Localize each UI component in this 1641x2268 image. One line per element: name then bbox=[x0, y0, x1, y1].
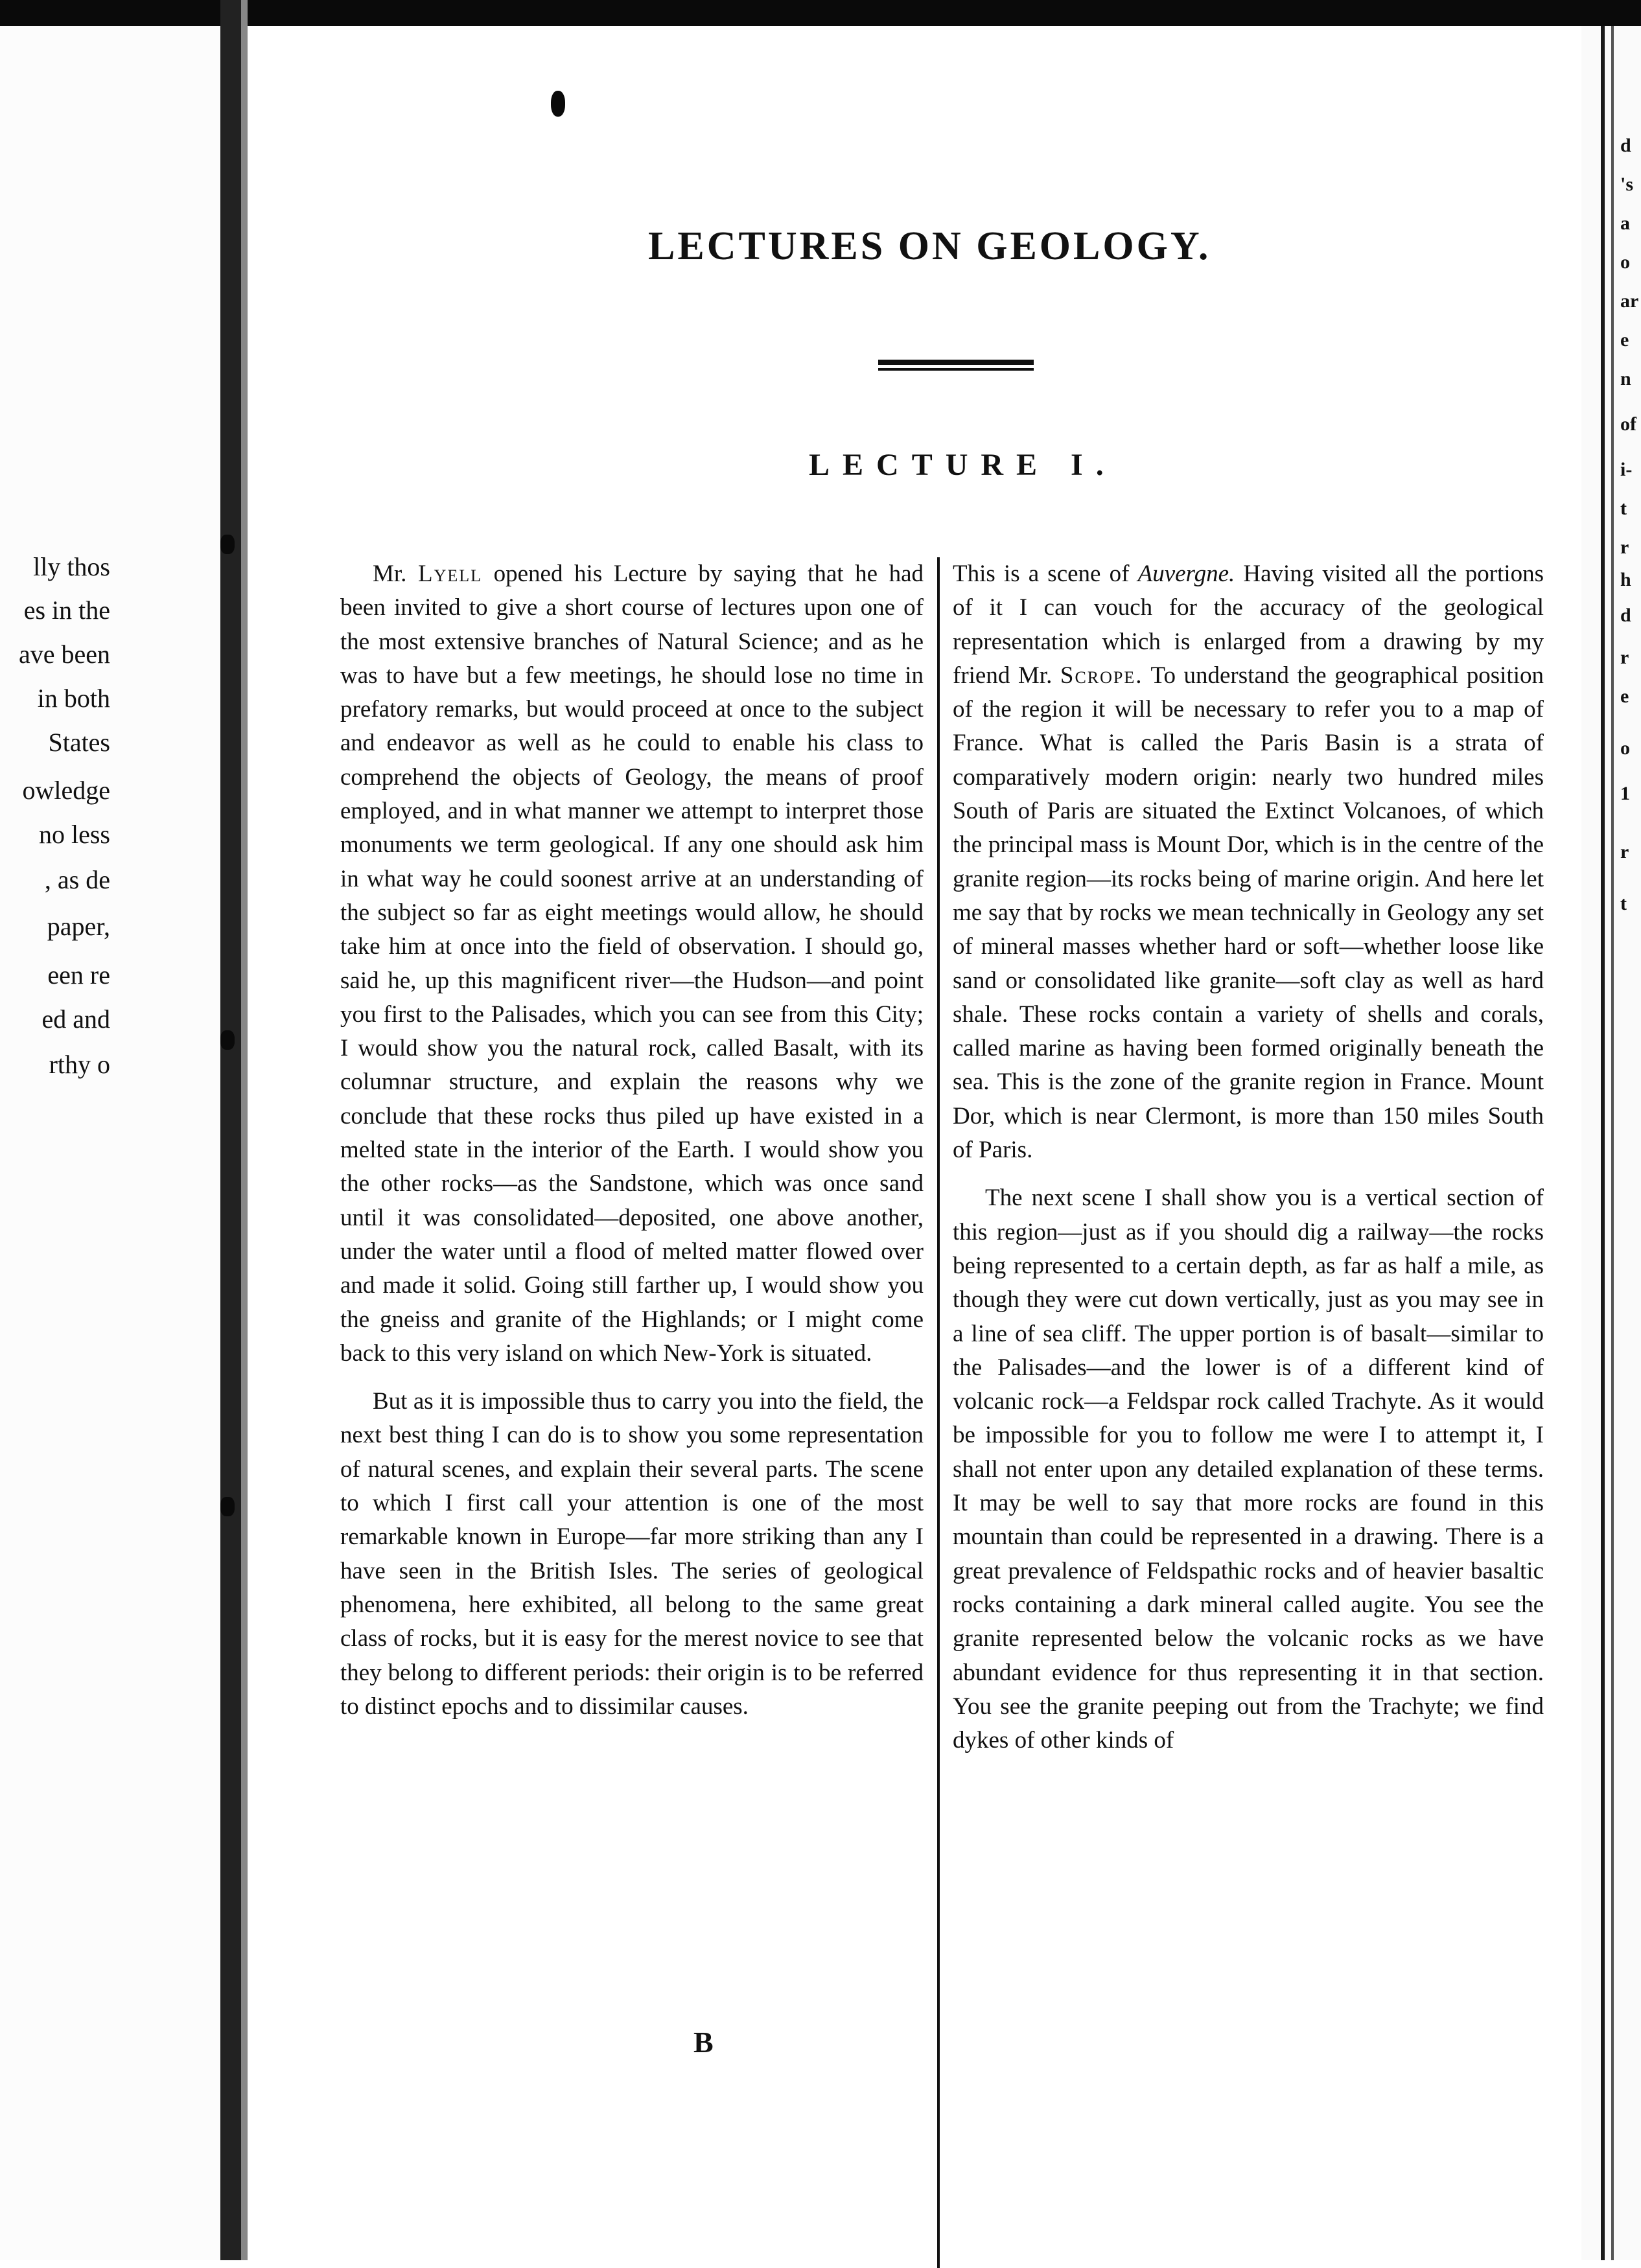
paragraph: This is a scene of Auvergne. Having visited all the portions of it I can vouch for the accuracy of the geological representation which is enlarged from a drawing by my friend Mr. Scrope. To understand the geographical position of the region it will be necessary to refer you to a map of France. What is called the Paris Basin is a strata of comparatively modern origin: nearly two hundred miles South of Paris are situated the Extinct Volcanoes, of which the principal mass is Mount Dor, which is in the centre of the granite region—its rocks being of marine origin. And here let me say that by rocks we mean technically in Geology any set of mineral masses whether hard or soft—whether loose like sand or consolidated like granite—soft clay as well as hard shale. These rocks contain a variety of shells and corals, called marine as having been formed originally beneath the sea. This is the zone of the granite region in France. Mount Dor, which is near Clermont, is more than 150 miles South of Paris. bbox=[953, 561, 1544, 1164]
right-edge-rule bbox=[1601, 26, 1605, 2260]
text-column-right bbox=[953, 557, 1544, 1757]
facing-page-fragment: States bbox=[48, 728, 110, 757]
edge-fragment: i- bbox=[1620, 459, 1633, 480]
facing-page-fragment: ave been bbox=[18, 640, 110, 669]
facing-page-fragment: lly thos bbox=[33, 552, 110, 581]
right-edge-rule-inner bbox=[1611, 26, 1614, 2260]
edge-fragment: e bbox=[1620, 686, 1629, 707]
edge-fragment: a bbox=[1620, 213, 1630, 234]
edge-fragment: r bbox=[1620, 841, 1629, 862]
facing-page-fragment: no less bbox=[39, 820, 110, 849]
lecture-heading: LECTURE I. bbox=[809, 448, 1117, 482]
edge-fragment: d bbox=[1620, 135, 1631, 156]
facing-page-fragment: ed and bbox=[41, 1004, 110, 1034]
facing-page-fragment: es in the bbox=[23, 596, 110, 625]
binding-mark bbox=[220, 1497, 235, 1516]
binding-mark bbox=[220, 535, 235, 554]
edge-fragment: d bbox=[1620, 605, 1631, 626]
edge-fragment: e bbox=[1620, 329, 1629, 351]
edge-fragment: t bbox=[1620, 498, 1627, 519]
facing-page-fragment: , as de bbox=[44, 865, 110, 894]
facing-page-edge bbox=[0, 26, 243, 2260]
edge-fragment: n bbox=[1620, 368, 1631, 389]
column-divider bbox=[937, 557, 940, 2268]
facing-page-fragment: een re bbox=[47, 960, 110, 989]
book-spine bbox=[220, 0, 241, 2260]
person-name: Scrope. bbox=[1060, 662, 1143, 689]
title-rule-thin bbox=[878, 368, 1034, 371]
paragraph: The next scene I shall show you is a vertical section of this region—just as if you should dig a railway—the rocks being represented to a certain depth, as far as half a mile, as though they were cut down vertically, just as you may see in a line of sea cliff. The upper portion is of basalt—similar to the Palisades—and the lower is of a different kind of volcanic rock—a Feldspar rock called Trachyte. As it would be impossible for you to follow me were I to attempt it, I shall not enter upon any detailed explanation of these terms. It may be well to say that more rocks are found in this mountain than could be represented in a drawing. There is a great prevalence of Feldspathic rocks and of heavier basaltic rocks containing a dark mineral called augite. You see the granite represented below the volcanic rocks as we have abundant evidence for thus representing it in that section. You see the granite peeping out from the Trachyte; we find dykes of other kinds of bbox=[953, 1185, 1544, 1754]
edge-fragment: of bbox=[1620, 413, 1636, 435]
edge-fragment: h bbox=[1620, 569, 1631, 590]
edge-fragment: o bbox=[1620, 737, 1630, 759]
edge-fragment: r bbox=[1620, 647, 1629, 668]
page-title: LECTURES ON GEOLOGY. bbox=[648, 224, 1211, 268]
signature-mark: B bbox=[693, 2026, 714, 2059]
facing-page-fragment: paper, bbox=[47, 912, 110, 941]
paragraph: Mr. Lyell opened his Lecture by saying that he had been invited to give a short course of lectures upon one of the most extensive branches of Natural Science; and as he was to have but a few meetings, he should lose no time in prefatory remarks, but would proceed at once to the subject and endeavor as well as he could to enable his class to comprehend the objects of Geology, the means of proof employed, and in what manner we attempt to interpret those monuments we term geological. If any one should ask him in what way he could soonest arrive at an understanding of the subject so far as eight meetings would allow, he should take him at once into the field of observation. I should go, said he, up this magnificent river—the Hudson—and point you first to the Palisades, which you can see from this City; I would show you the natural rock, called Basalt, with its columnar structure, and explain the reasons why we conclude that these rocks thus piled up have existed in a melted state in the interior of the Earth. I would show you the other rocks—as the Sandstone, which was once sand until it was consolidated—deposited, one above another, under the water until a flood of melted matter flowed over and made it solid. Going still farther up, I would show you the gneiss and granite of the Highlands; or I might come back to this very island on which New-York is situated. bbox=[340, 561, 924, 1367]
edge-fragment: 1 bbox=[1620, 783, 1630, 804]
edge-fragment: t bbox=[1620, 893, 1627, 914]
facing-page-fragment: rthy o bbox=[49, 1050, 110, 1079]
paragraph: But as it is impossible thus to carry you into the field, the next best thing I can do is to show you some representation of natural scenes, and explain their several parts. The scene to which I first call your attention is one of the most remarkable known in Europe—far more striking than any I have seen in the British Isles. The series of geological phenomena, here exhibited, all belong to the same great class of rocks, but it is easy for the merest novice to see that they belong to different periods: their origin is to be referred to distinct epochs and to dissimilar causes. bbox=[340, 1388, 924, 1720]
book-spine-shadow bbox=[241, 0, 248, 2260]
text-column-left bbox=[340, 557, 924, 1724]
title-rule bbox=[878, 360, 1034, 365]
facing-page-fragment: owledge bbox=[22, 776, 110, 805]
edge-fragment: ar bbox=[1620, 290, 1639, 312]
edge-fragment: o bbox=[1620, 251, 1630, 273]
binding-mark bbox=[220, 1030, 235, 1050]
place-name: Auvergne. bbox=[1137, 561, 1235, 587]
edge-fragment: r bbox=[1620, 537, 1629, 558]
edge-fragment: 's bbox=[1620, 174, 1634, 195]
ink-blot bbox=[551, 91, 565, 117]
speaker-name: Lyell bbox=[418, 561, 483, 587]
facing-page-fragment: in both bbox=[37, 684, 110, 713]
